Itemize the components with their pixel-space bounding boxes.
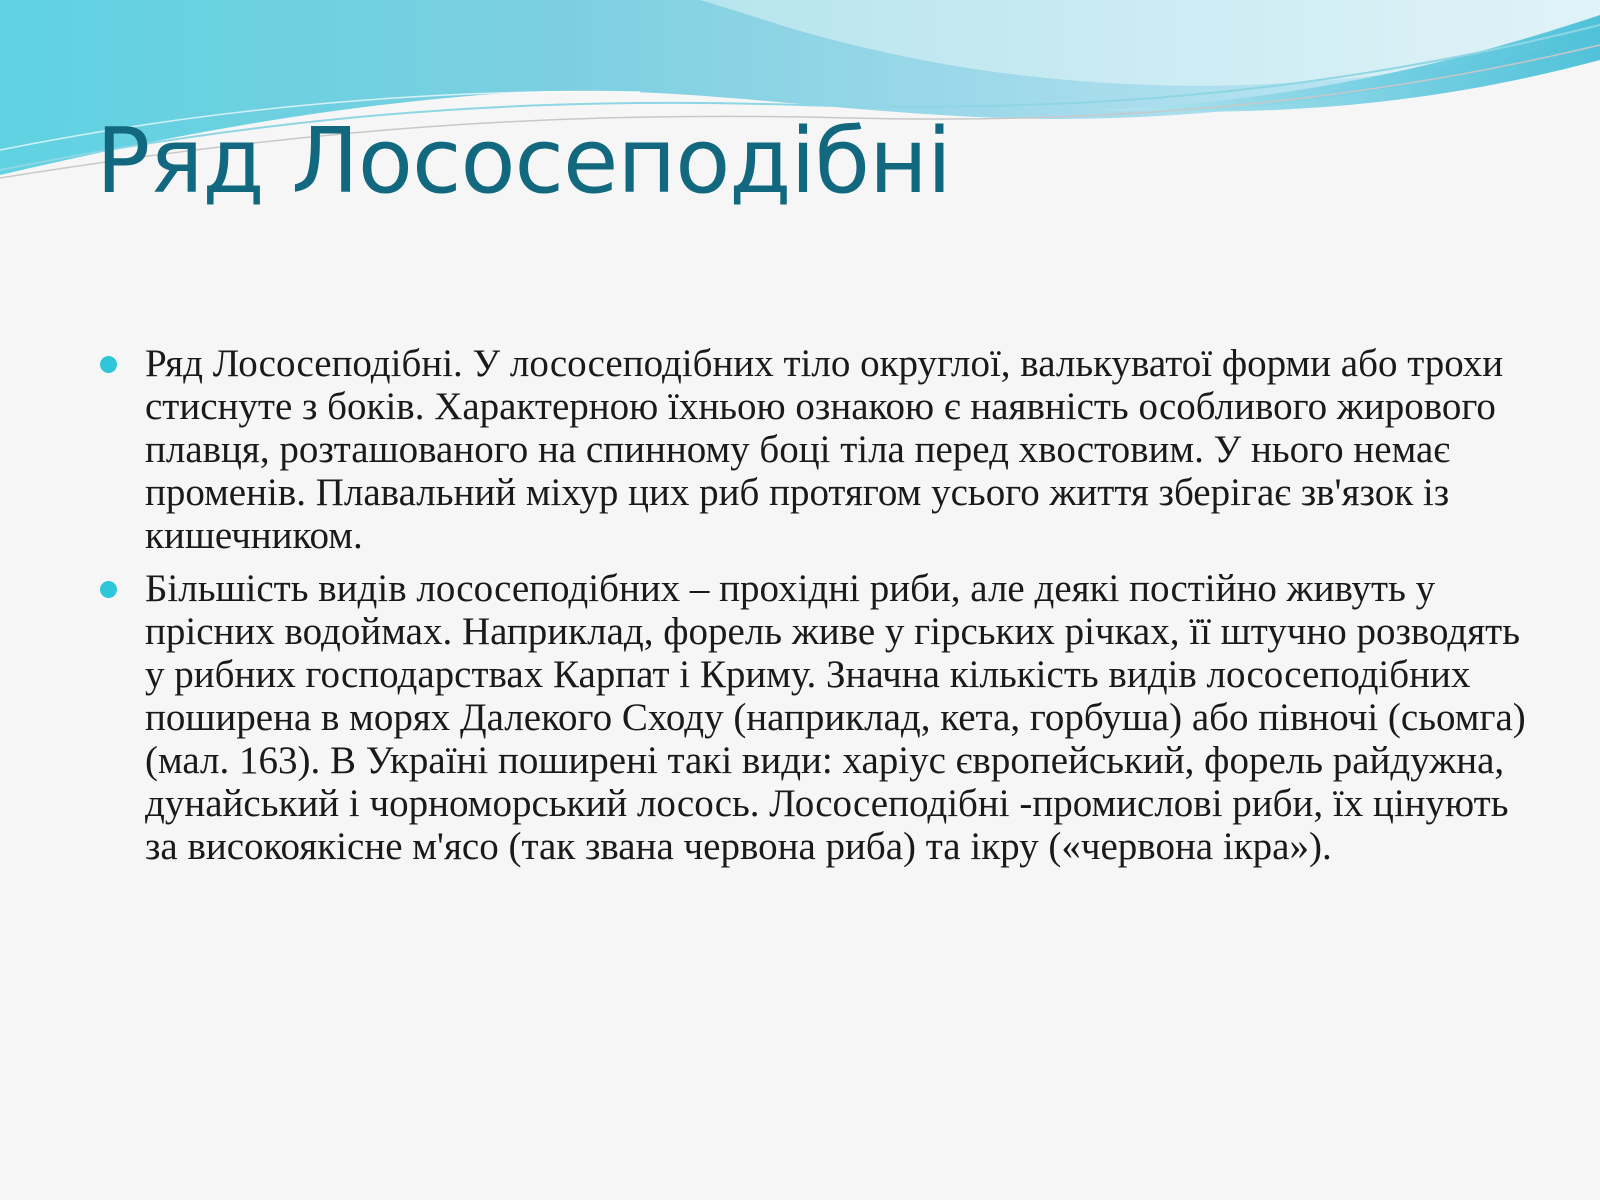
bullet-text: Більшість видів лососеподібних – прохідні риби, але деякі постійно живуть у прісних водоймах. Наприклад, форель живе у гірських річках, її штучно розводять у рибних господарствах Карпат і Криму. Значна кількість видів лососеподібних поширена в морях Далекого Сходу (наприклад, кета, горбуша) або півночі (сьомга) (мал. 163). В Україні поширені такі види: харіус європейський, форель райдужна, дунайський і чорноморський лосось. Лососеподібні -промислові риби, їх цінують за високоякісне м'ясо (так звана червона риба) та ікру («червона ікра»). xyxy=(145,567,1526,868)
slide-title: Ряд Лососеподібні xyxy=(96,109,951,214)
bullet-list xyxy=(98,342,1528,878)
bullet-dot-icon xyxy=(100,581,117,598)
bullet-item xyxy=(98,567,1528,868)
bullet-dot-icon xyxy=(100,356,117,373)
bullet-item xyxy=(98,342,1528,557)
bullet-text: Ряд Лососеподібні. У лососеподібних тіло округлої, валькуватої форми або трохи стиснуте з боків. Характерною їхньою ознакою є наявність особливого жирового плавця, розташованого на спинному боці тіла перед хвостовим. У нього немає променів. Плавальний міхур цих риб протягом усього життя зберігає зв'язок із кишечником. xyxy=(145,342,1504,557)
